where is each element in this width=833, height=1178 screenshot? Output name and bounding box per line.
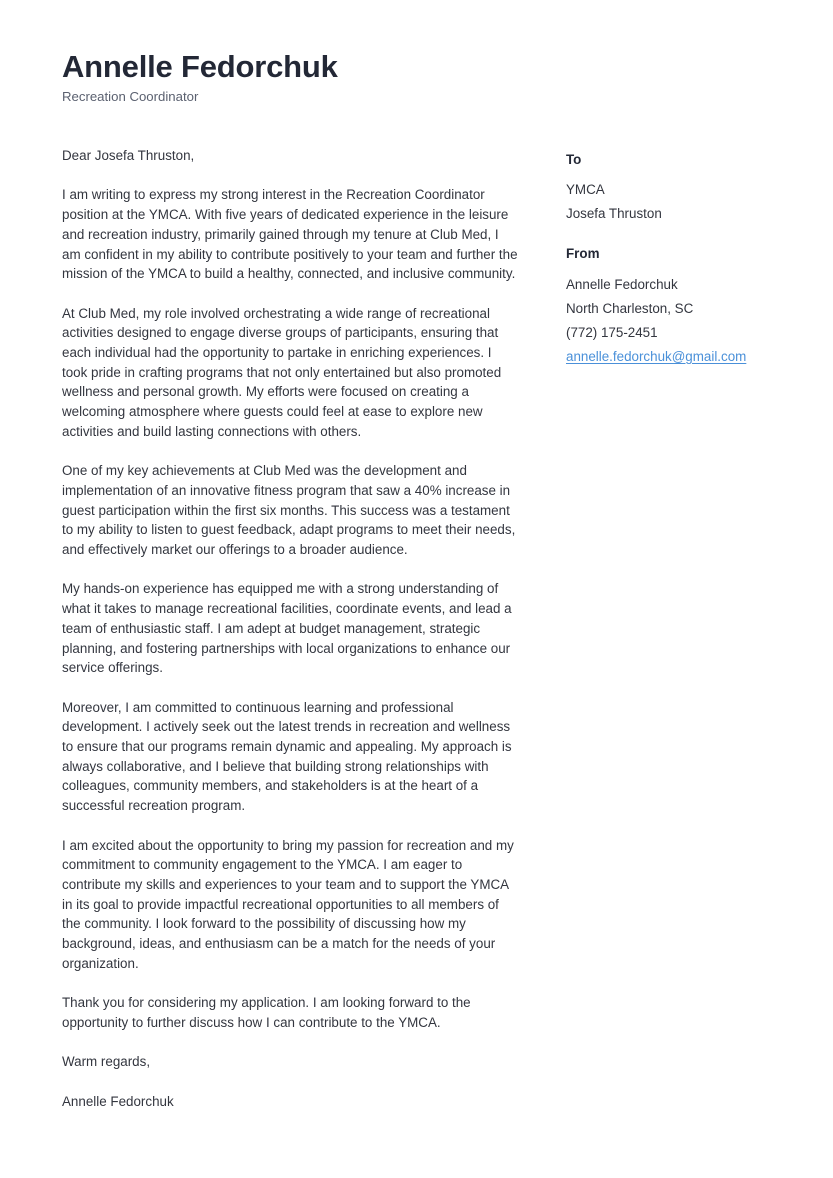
candidate-name: Annelle Fedorchuk: [62, 49, 338, 84]
recipient-name: Josefa Thruston: [566, 206, 662, 222]
letter-header: [62, 50, 762, 105]
salutation: Dear Josefa Thruston,: [62, 148, 195, 163]
sender-email-link[interactable]: annelle.fedorchuk@gmail.com: [566, 348, 747, 364]
closing-line: Warm regards,: [62, 1054, 151, 1070]
sender-phone: (772) 175-2451: [566, 324, 658, 340]
recipient-company: YMCA: [566, 182, 605, 198]
sender-label: From: [566, 246, 600, 262]
body-paragraph-7: Thank you for considering my application. I am looking forward to the opportunity to further discuss how I can contribute to the YMCA.: [62, 995, 471, 1030]
sender-block: [566, 245, 781, 368]
sender-location: North Charleston, SC: [566, 300, 694, 316]
candidate-job-title: Recreation Coordinator: [62, 88, 199, 104]
signature-name: Annelle Fedorchuk: [62, 1093, 174, 1109]
body-paragraph-1: I am writing to express my strong interest in the Recreation Coordinator position at the YMCA. With five years of dedicated experience in the leisure and recreation industry, primarily gained through my tenure at Club Med, I am confident in my ability to contribute positively to your team and further the mission of the YMCA to build a healthy, connected, and inclusive community.: [62, 187, 518, 282]
letter-sidebar-column: [566, 151, 781, 369]
recipient-block: [566, 151, 781, 226]
body-paragraph-2: At Club Med, my role involved orchestrating a wide range of recreational activities designed to engage diverse groups of participants, ensuring that each individual had the opportunity to partake in enriching experiences. I took pride in crafting programs that not only entertained but also promoted wellness and personal growth. My efforts were focused on creating a welcoming atmosphere where guests could feel at ease to explore new activities and build lasting connections with others.: [62, 305, 502, 439]
body-paragraph-6: I am excited about the opportunity to bring my passion for recreation and my commitment to community engagement to the YMCA. I am eager to contribute my skills and experiences to your team and to support the YMCA in its goal to provide impactful recreational opportunities to all members of the community. I look forward to the possibility of discussing how my background, ideas, and enthusiasm can be a match for the needs of your organization.: [62, 837, 514, 971]
body-paragraph-4: My hands-on experience has equipped me with a strong understanding of what it takes to manage recreational facilities, coordinate events, and lead a team of enthusiastic staff. I am adept at budget management, strategic planning, and fostering partnerships with local organizations to enhance our service offerings.: [62, 581, 512, 676]
body-paragraph-5: Moreover, I am committed to continuous learning and professional development. I actively seek out the latest trends in recreation and wellness to ensure that our programs remain dynamic and appealing. My approach is always collaborative, and I believe that building strong relationships with colleagues, community members, and stakeholders is at the heart of a successful recreation program.: [62, 699, 512, 814]
letter-body-column: [62, 146, 520, 1111]
sender-name: Annelle Fedorchuk: [566, 276, 678, 292]
recipient-label: To: [566, 152, 582, 167]
body-paragraph-3: One of my key achievements at Club Med was the development and implementation of an innovative fitness program that saw a 40% increase in guest participation within the first six months. This success was a testament to my ability to listen to guest feedback, adapt programs to meet their needs, and effectively market our offerings to a broader audience.: [62, 463, 516, 558]
